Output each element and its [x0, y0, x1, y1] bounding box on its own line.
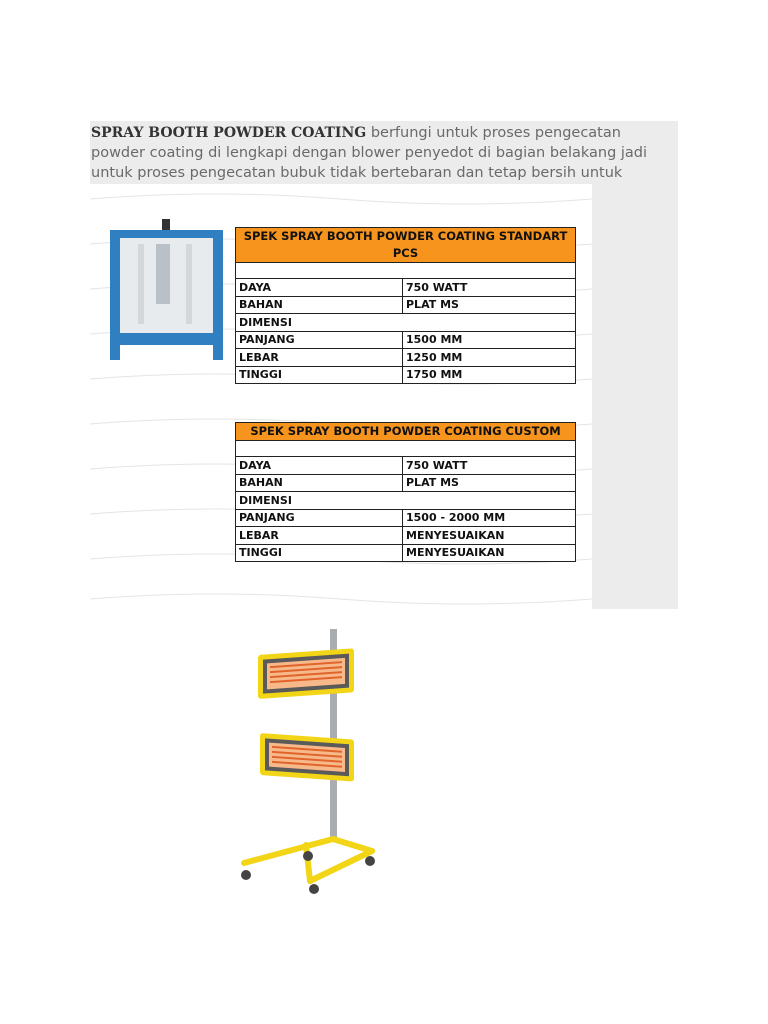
intro-lead: SPRAY BOOTH POWDER COATING — [91, 125, 367, 141]
table-row: BAHAN PLAT MS — [236, 296, 576, 314]
table-row: PANJANG 1500 MM — [236, 331, 576, 349]
table-row: DIMENSI — [236, 492, 576, 510]
table-row: TINGGI MENYESUAIKAN — [236, 544, 576, 562]
table-row: DAYA 750 WATT — [236, 279, 576, 297]
spec-table-standart — [235, 227, 576, 384]
intro-text: berfungi untuk proses pengecatan powder coating di lengkapi dengan blower penyedot di bagian belakang jadi untuk proses pengecatan bubuk tidak bertebaran dan tetap bersih untuk — [91, 125, 648, 181]
table-row: LEBAR MENYESUAIKAN — [236, 527, 576, 545]
table-row: TINGGI 1750 MM — [236, 366, 576, 384]
table-row: BAHAN PLAT MS — [236, 474, 576, 492]
table-row: DAYA 750 WATT — [236, 457, 576, 475]
table-title: SPEK SPRAY BOOTH POWDER COATING STANDART PCS — [236, 228, 576, 263]
table-title: SPEK SPRAY BOOTH POWDER COATING CUSTOM — [236, 423, 576, 441]
table-row: PANJANG 1500 - 2000 MM — [236, 509, 576, 527]
infrared-lamp-icon — [238, 627, 378, 897]
table-row: DIMENSI — [236, 314, 576, 332]
spec-table-custom — [235, 422, 576, 562]
spray-booth-icon — [110, 214, 225, 364]
table-row: LEBAR 1250 MM — [236, 349, 576, 367]
spec-image — [90, 184, 592, 609]
